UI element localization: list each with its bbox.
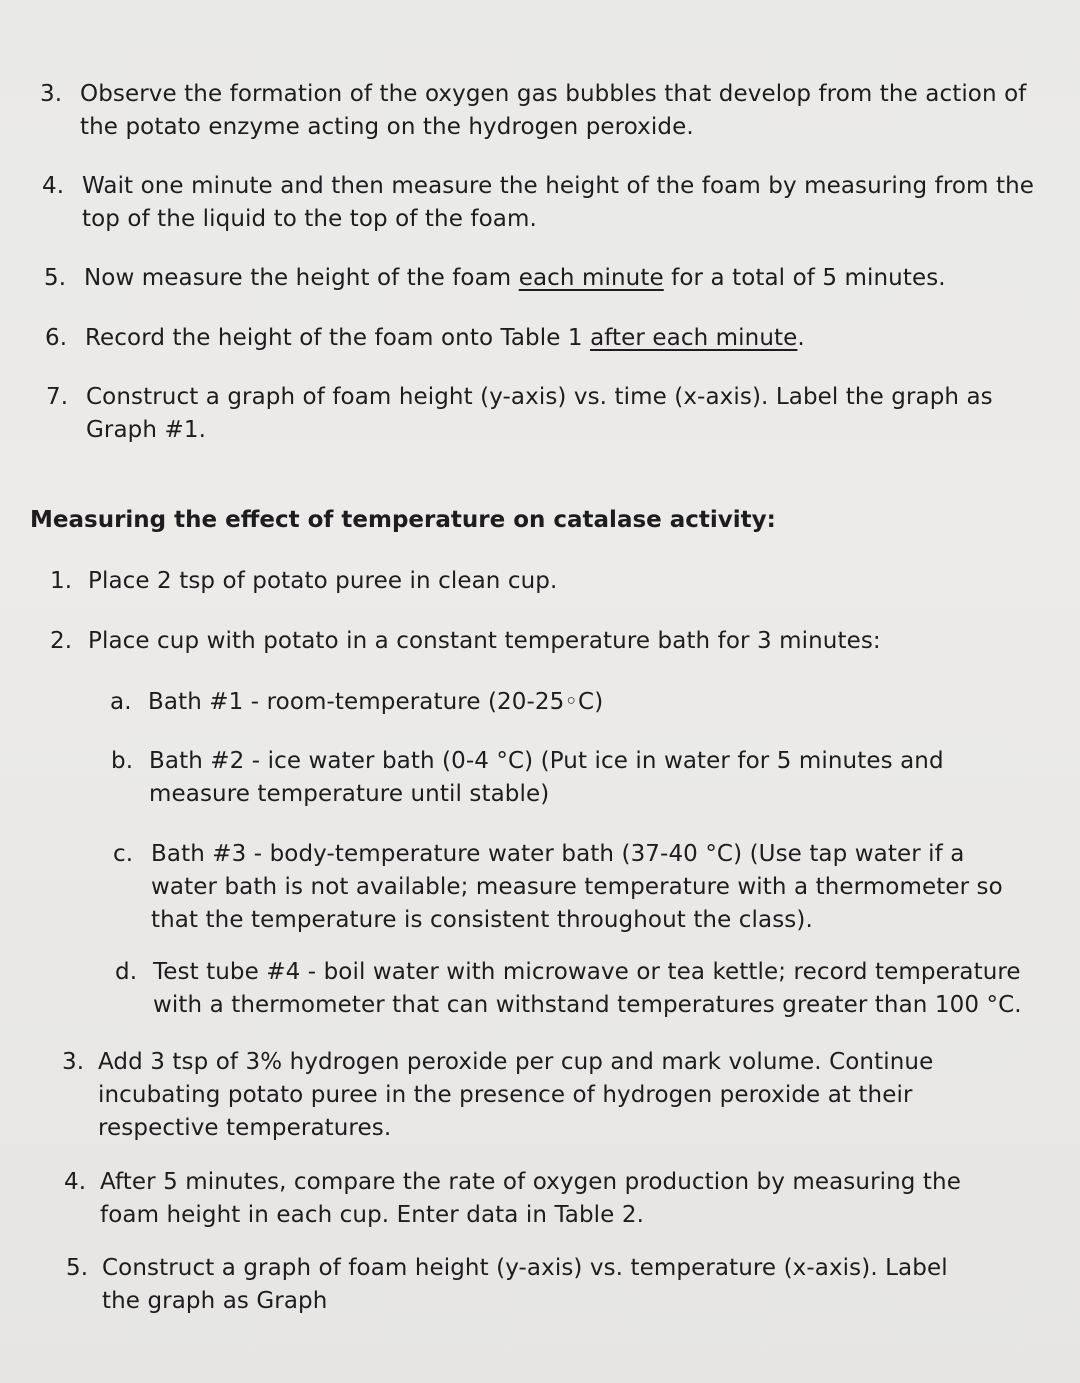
substep-d <box>115 956 1040 1022</box>
step-text <box>85 322 1045 355</box>
step-number: 3. <box>62 1049 85 1075</box>
step-number: 5. <box>66 1255 89 1281</box>
step-text: Construct a graph of foam height (y-axis) vs. time (x-axis). Label the graph as Graph #1. <box>86 384 993 443</box>
substep-letter: b. <box>111 748 134 774</box>
step-text: Observe the formation of the oxygen gas bubbles that develop from the action of the potato enzyme acting on the hydrogen peroxide. <box>80 81 1027 140</box>
substep-c <box>113 838 1038 937</box>
substep-text: Bath #1 - room-temperature (20-25◦C) <box>148 689 604 715</box>
temperature-step-4 <box>64 1166 1044 1232</box>
step-text: Add 3 tsp of 3% hydrogen peroxide per cup and mark volume. Continue incubating potato puree in the presence of hydrogen peroxide at their respective temperatures. <box>98 1049 934 1141</box>
step-number: 3. <box>40 81 63 107</box>
substep-b <box>111 745 1041 811</box>
substep-text: Bath #3 - body-temperature water bath (37-40 °C) (Use tap water if a water bath is not available; measure temperature with a thermometer so that the temperature is consistent throughout the class). <box>151 841 1003 933</box>
substep-letter: d. <box>115 959 138 985</box>
step-text: After 5 minutes, compare the rate of oxygen production by measuring the foam height in each cup. Enter data in Table 2. <box>100 1169 961 1228</box>
step-number: 7. <box>46 384 69 410</box>
substep-a <box>110 686 1040 719</box>
procedure-step-6 <box>45 322 1045 355</box>
procedure-step-3 <box>40 78 1040 144</box>
procedure-step-5 <box>44 262 1044 295</box>
temperature-step-1 <box>50 565 1030 598</box>
substep-text: Bath #2 - ice water bath (0-4 °C) (Put ice in water for 5 minutes and measure temperature until stable) <box>149 748 944 807</box>
step-number: 5. <box>44 265 67 291</box>
step-text-start: Record the height of the foam onto Table 1 <box>85 325 591 351</box>
substep-letter: c. <box>113 841 134 867</box>
underlined-phrase: after each minute <box>590 325 798 351</box>
step-text-end: for a total of 5 minutes. <box>663 265 946 291</box>
substep-letter: a. <box>110 689 132 715</box>
step-text: Place cup with potato in a constant temperature bath for 3 minutes: <box>88 628 881 654</box>
temperature-step-3 <box>62 1046 1042 1145</box>
step-text: Place 2 tsp of potato puree in clean cup. <box>88 568 558 594</box>
step-text: Construct a graph of foam height (y-axis) vs. temperature (x-axis). Label the graph as Graph <box>102 1255 948 1314</box>
step-number: 4. <box>64 1169 87 1195</box>
procedure-step-7 <box>46 381 1046 447</box>
underlined-phrase: each minute <box>518 265 664 291</box>
step-text-end: . <box>797 325 805 351</box>
step-text-start: Now measure the height of the foam <box>84 265 519 291</box>
substep-text: Test tube #4 - boil water with microwave or tea kettle; record temperature with a thermometer that can withstand temperatures greater than 100 °C. <box>153 959 1022 1018</box>
step-text <box>84 262 1044 295</box>
procedure-step-4 <box>42 170 1042 236</box>
temperature-step-2 <box>50 625 1030 658</box>
step-number: 1. <box>50 568 73 594</box>
temperature-step-5 <box>66 1252 1046 1318</box>
step-text: Wait one minute and then measure the height of the foam by measuring from the top of the liquid to the top of the foam. <box>82 173 1035 232</box>
section-heading: Measuring the effect of temperature on catalase activity: <box>30 507 776 533</box>
step-number: 2. <box>50 628 73 654</box>
step-number: 4. <box>42 173 65 199</box>
step-number: 6. <box>45 325 68 351</box>
